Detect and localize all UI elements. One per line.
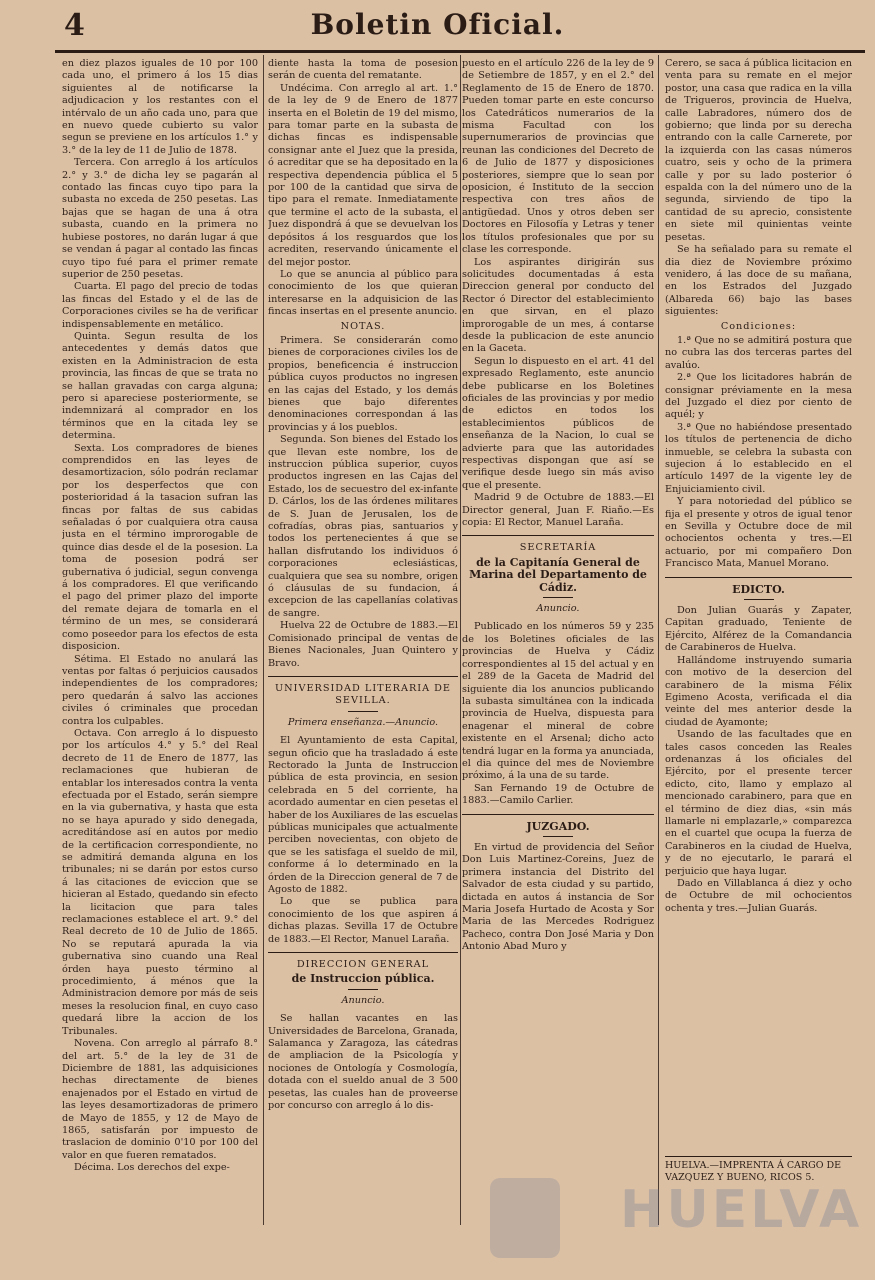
paragraph: en diez plazos iguales de 10 por 100 cada uno, el primero á los 15 dias siguientes al de notificarse la adjudicacion y los restantes con el intérvalo de un año cada uno, para que en nuevo quede cubierto su valor segun se previene en los artículos 1.° y 3.° de la ley de 11 de Julio de 1878. xyxy=(62,58,258,156)
paragraph: Segun lo dispuesto en el art. 41 del expresado Reglamento, este anuncio debe publicarse en los Boletines oficiales de las provincias y por medio de edictos en todos los establecimientos públicos de enseñanza de la Nacion, lo cual se advierte para que las autoridades respectivas dispongan que así se verifique desde luego sin más aviso que el presente. xyxy=(462,355,654,491)
column-1 xyxy=(62,58,258,1223)
section-subheading: Primera enseñanza.—Anuncio. xyxy=(287,716,439,728)
column-divider xyxy=(460,55,461,1225)
section-rule xyxy=(462,535,654,536)
notes-heading: NOTAS. xyxy=(340,320,386,332)
section-heading: DIRECCION GENERAL xyxy=(296,959,430,971)
paragraph: Cerero, se saca á pública licitacion en venta para su remate en el mejor postor, una casa que radica en la villa de Trigueros, provincia de Huelva, calle Labradores, número dos de gobierno; que linda por su derecha entrando con la calle Carnerete, por la izquierda con las casas números cuatro, seis y ocho de la primera calle y por su lado posterior ó espalda con la del número uno de la segunda, sirviendo de tipo la cantidad de su aprecio, consistente en siete mil quinientas veinte pesetas. xyxy=(665,58,852,243)
paragraph: Segunda. Son bienes del Estado los que llevan este nombre, los de instruccion pública superior, cuyos productos ingresen en las Cajas del Estado, los de secuestro del ex-infante D. Cárlos, los de las órdenes militares de S. Juan de Jerusalen, los de cofradías, obras pias, santuarios y todos los pertenecientes á que se hallan disfrutando los individuos ó corporaciones eclesiásticas, cualquiera que sea su nombre, origen ó cláusulas de su fundacion, á excepcion de las capellanías colativas de sangre. xyxy=(268,434,458,619)
paragraph: El Ayuntamiento de esta Capital, segun oficio que ha trasladado á este Rectorado la Junta de Instruccion pública de esta provincia, en sesion celebrada en 5 del corriente, ha acordado aumentar en cien pesetas el haber de los Auxiliares de las escuelas públicas municipales que actualmente perciben novecientas, con objeto de que se les satisfaga el sueldo de mil, conforme á lo determinado en la órden de la Direccion general de 7 de Agosto de 1882. xyxy=(268,735,458,895)
section-rule xyxy=(665,577,852,578)
section-heading: JUZGADO. xyxy=(526,819,590,833)
section-heading: de Instruccion pública. xyxy=(291,972,435,986)
conditions-heading: Condiciones: xyxy=(720,320,797,332)
paragraph: Lo que se publica para conocimiento de los que aspiren á dichas plazas. Sevilla 17 de Octubre de 1883.—El Rector, Manuel Laraña. xyxy=(268,896,458,945)
stamp-shield-icon xyxy=(490,1178,560,1258)
section-heading: de la Capitanía General de Marina del Departamento de Cádiz. xyxy=(469,555,647,594)
paragraph: Sétima. El Estado no anulará las ventas por faltas ó perjuicios causados independientes de los compradores; pero quedarán á salvo las acciones civiles ó criminales que procedan contra los culpables. xyxy=(62,653,258,727)
paragraph: Tercera. Con arreglo á los artículos 2.° y 3.° de dicha ley se pagarán al contado las fincas cuyo tipo para la subasta no exceda de 250 pesetas. Las bajas que se hagan de una á otra subasta, cuando en la primera no hubiese postores, no darán lugar á que se vendan á pagar al contado las fincas cuyo tipo fué para el primer remate superior de 250 pesetas. xyxy=(62,157,258,280)
section-subheading: Anuncio. xyxy=(341,994,385,1006)
paragraph: Sexta. Los compradores de bienes comprendidos en las leyes de desamortizacion, sólo podrán reclamar por los desperfectos que con posterioridad á la tasacion sufran las fincas por faltas de sus cabidas señaladas ó por cualquiera otra causa justa en el término improrogable de quince dias desde el de la posesion. La toma de posesion podrá ser gubernativa ó judicial, segun convenga á los compradores. El que verificando el pago del primer plazo del importe del remate dejara de tomarla en el término de un mes, se considerará como poseedor para los efectos de esta disposicion. xyxy=(62,442,258,653)
paragraph: En virtud de providencia del Señor Don Luis Martinez-Coreins, Juez de primera instancia del Distrito del Salvador de esta ciudad y su partido, dictada en autos á instancia de Sor Maria Josefa Hurtado de Acosta y Sor Maria de las Mercedes Rodriguez Pacheco, contra Don José Maria y Don Antonio Abad Muro y xyxy=(462,841,654,953)
signature: Dado en Villablanca á diez y ocho de Octubre de mil ochocientos ochenta y tres.—Julian Guarás. xyxy=(665,878,852,914)
paragraph: Don Julian Guarás y Zapater, Capitan graduado, Teniente de Ejército, Alférez de la Comandancia de Carabineros de Huelva. xyxy=(665,605,852,654)
section-heading: EDICTO. xyxy=(732,582,785,596)
heading-rule xyxy=(348,711,378,712)
heading-rule xyxy=(543,597,573,598)
paragraph: Hallándome instruyendo sumaria con motivo de la desercion del carabinero de la misma Félix Egimeno Acosta, verificada el dia veinte del mes anterior desde la ciudad de Ayamonte; xyxy=(665,654,852,728)
paragraph: Lo que se anuncia al público para conocimiento de los que quieran interesarse en la adquisicion de las fincas insertas en el presente anuncio. xyxy=(268,268,458,318)
section-heading: SECRETARÍA xyxy=(519,542,597,554)
paragraph: Cuarta. El pago del precio de todas las fincas del Estado y el de las de Corporaciones civiles se ha de verificar indispensablemente en metálico. xyxy=(62,281,258,330)
paragraph: 3.ª Que no habiéndose presentado los títulos de pertenencia de dicho inmueble, se celebra la subasta con sujecion á lo establecido en el artículo 1497 de la vigente ley de Enjuiciamiento civil. xyxy=(665,421,852,495)
paragraph: 2.ª Que los licitadores habrán de consignar préviamente en la mesa del Juzgado el diez por ciento de aquél; y xyxy=(665,372,852,421)
section-rule xyxy=(665,1156,852,1157)
paragraph: Undécima. Con arreglo al art. 1.° de la ley de 9 de Enero de 1877 inserta en el Boletin de 19 del mismo, para tomar parte en la subasta de dichas fincas es indispensable consignar ante el Juez que la presida, ó acreditar que se ha depositado en la respectiva dependencia pública el 5 por 100 de la cantidad que sirva de tipo para el remate. Inmediatamente que termine el acto de la subasta, el Juez dispondrá á que se devuelvan los depósitos á los resguardos que los acrediten, reservando únicamente el del mejor postor. xyxy=(268,82,458,268)
paragraph: Se hallan vacantes en las Universidades de Barcelona, Granada, Salamanca y Zaragoza, las cátedras de ampliacion de la Psicología y nociones de Ontología y Cosmología, dotada con el sueldo anual de 3 500 pesetas, las cuales han de proveerse por concurso con arreglo á lo dis- xyxy=(268,1013,458,1112)
section-rule xyxy=(268,952,458,953)
paragraph: 1.ª Que no se admitirá postura que no cubra las dos terceras partes del avalúo. xyxy=(665,334,852,371)
section-rule xyxy=(462,814,654,815)
paragraph: Usando de las facultades que en tales casos conceden las Reales ordenanzas á los oficiales del Ejército, por el presente tercer edicto, cito, llamo y emplazo al mencionado carabinero, para que en el término de diez dias, «sin más llamarle ni emplazarle,» comparezca en el cuartel que ocupa la fuerza de Carabineros en la ciudad de Huelva, y de no ejecutarlo, le parará el perjuicio que haya lugar. xyxy=(665,729,852,877)
paragraph: puesto en el artículo 226 de la ley de 9 de Setiembre de 1857, y en el 2.° del Reglamento de 15 de Enero de 1870. Pueden tomar parte en este concurso los Catedráticos numerarios de la misma Facultad con los supernumerarios de provincias que reunan las condiciones del Decreto de 6 de Julio de 1877 y disposiciones posteriores, siempre que lo sean por oposicion, é Instituto de la seccion respectiva con tres años de antigüedad. Unos y otros deben ser Doctores en Filosofía y Letras y tener los títulos profesionales que por su clase les corresponde. xyxy=(462,58,654,256)
signature: Huelva 22 de Octubre de 1883.—El Comisionado principal de ventas de Bienes Nacionales, Juan Quintero y Bravo. xyxy=(268,620,458,669)
column-4 xyxy=(665,58,852,1138)
signature: Madrid 9 de Octubre de 1883.—El Director general, Juan F. Riaño.—Es copia: El Rector, Manuel Laraña. xyxy=(462,492,654,529)
watermark: HUELVA xyxy=(620,1180,863,1240)
heading-rule xyxy=(543,836,573,837)
paragraph: diente hasta la toma de posesion serán de cuenta del rematante. xyxy=(268,58,458,82)
column-divider xyxy=(658,55,659,1225)
section-heading: UNIVERSIDAD LITERARIA DE SEVILLA. xyxy=(274,682,452,707)
paragraph: Primera. Se considerarán como bienes de corporaciones civiles los de propios, beneficencia é instruccion pública cuyos productos no ingresen en las cajas del Estado, y los demás bienes que bajo diferentes denominaciones correspondan á las provincias y á los pueblos. xyxy=(268,334,458,433)
heading-rule xyxy=(744,599,774,600)
paragraph: Publicado en los números 59 y 235 de los Boletines oficiales de las provincias de Huelva y Cádiz correspondientes al 15 del actual y en el 289 de la Gaceta de Madrid del siguiente dia los anuncios publicando la subasta simultánea con la indicada provincia de Huelva, dispuesta para enagenar el mineral de cobre existente en el Arsenal; dicho acto tendrá lugar en la forma ya anunciada, el dia quince del mes de Noviembre próximo, á la una de su tarde. xyxy=(462,621,654,782)
paragraph: Décima. Los derechos del expe- xyxy=(74,1162,230,1174)
column-2 xyxy=(268,58,458,1223)
paragraph: Octava. Con arreglo á lo dispuesto por los artículos 4.° y 5.° del Real decreto de 11 de Enero de 1877, las reclamaciones que hubieran de entablar los interesados contra la venta efectuada por el Estado, serán siempre en la via gubernativa, y hasta que esta no se haya apurado y sido denegada, acreditándose así en autos por medio de la certificacion correspondiente, no se admitirá demanda alguna en los tribunales; ni se darán por estos curso á las citaciones de eviccion que se hicieran al Estado, quedando sin efecto la licitacion que para tales reclamaciones establece el art. 9.° del Real decreto de 10 de Julio de 1865. No se reputará apurada la via gubernativa sino cuando una Real órden haya puesto término al procedimiento, á ménos que la Administracion demore por más de seis meses la resolucion final, en cuyo caso quedará libre la accion de los Tribunales. xyxy=(62,727,258,1037)
page-number: 4 xyxy=(64,8,85,43)
column-divider xyxy=(263,55,264,1225)
section-rule xyxy=(268,676,458,677)
signature: San Fernando 19 de Octubre de 1883.—Camilo Carlier. xyxy=(462,782,654,807)
column-3 xyxy=(462,58,654,1223)
section-subheading: Anuncio. xyxy=(536,603,580,615)
paragraph: Quinta. Segun resulta de los antecedentes y demás datos que existen en la Administracion de esta provincia, las fincas de que se trata no se hallan gravadas con carga alguna; pero si apareciese posteriormente, se indemnizará al comprador en los términos que en la citada ley se determina. xyxy=(62,330,258,442)
imprint-text: HUELVA.—IMPRENTA Á CARGO DE VAZQUEZ Y BUENO, RICOS 5. xyxy=(665,1160,842,1183)
header-rule xyxy=(55,50,865,53)
paragraph: Y para notoriedad del público se fija el presente y otros de igual tenor en Sevilla y Octubre doce de mil ochocientos ochenta y tres.—El actuario, por mi compañero Don Francisco Mata, Manuel Morano. xyxy=(665,496,852,570)
heading-rule xyxy=(348,989,378,990)
paragraph: Se ha señalado para su remate el dia diez de Noviembre próximo venidero, á las doce de su mañana, en los Estrados del Juzgado (Albareda 66) bajo las bases siguientes: xyxy=(665,244,852,318)
page-title: Boletin Oficial. xyxy=(310,8,565,41)
paragraph: Novena. Con arreglo al párrafo 8.° del art. 5.° de la ley de 31 de Diciembre de 1881, las adquisiciones hechas directamente de bienes enajenados por el Estado en virtud de las leyes desamortizadoras de primero de Mayo de 1855, y 12 de Mayo de 1865, satisfarán por impuesto de traslacion de dominio 0'10 por 100 del valor en que fueren rematados. xyxy=(62,1038,258,1161)
paragraph: Los aspirantes dirigirán sus solicitudes documentadas á esta Direccion general por conducto del Rector ó Director del establecimiento en que sirvan, en el plazo improrogable de un mes, á contarse desde la publicacion de este anuncio en la Gaceta. xyxy=(462,256,654,355)
